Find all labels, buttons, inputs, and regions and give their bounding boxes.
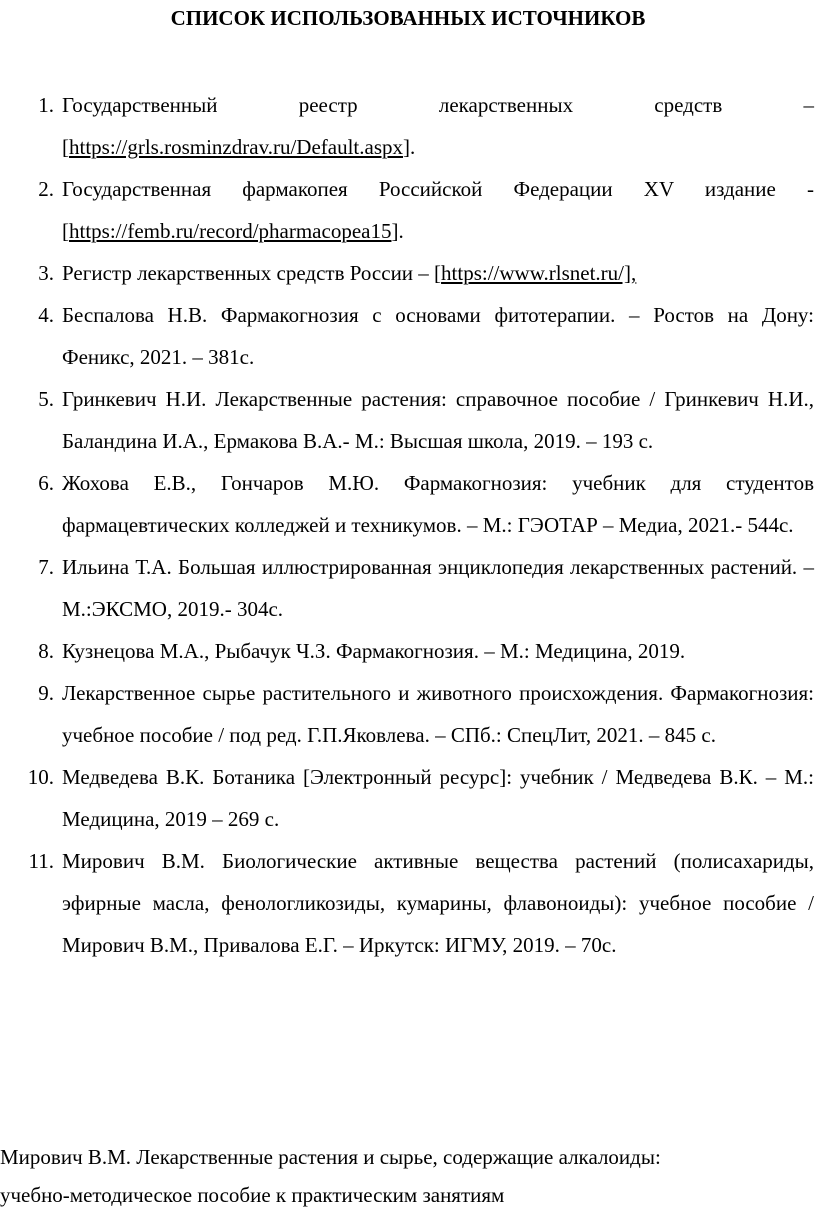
reference-item	[0, 546, 816, 630]
reference-item	[0, 294, 816, 378]
reference-number: 8.	[38, 639, 54, 663]
reference-item	[0, 168, 816, 252]
reference-link[interactable]: https://grls.rosminzdrav.ru/Default.aspx	[69, 135, 403, 159]
reference-number: 2.	[38, 177, 54, 201]
reference-text: Мирович В.М. Биологические активные вещества растений (полисахариды, эфирные масла, фенологликозиды, кумарины, флавоноиды): учебное пособие / Мирович В.М., Привалова Е.Г. – Иркутск: ИГМУ, 2019. – 70с.	[62, 849, 814, 957]
page-title: СПИСОК ИСПОЛЬЗОВАННЫХ ИСТОЧНИКОВ	[170, 6, 646, 30]
reference-list	[0, 84, 816, 966]
reference-item	[0, 672, 816, 756]
trailing-line: Мирович В.М. Лекарственные растения и сырье, содержащие алкалоиды:	[0, 1145, 661, 1169]
reference-number: 3.	[38, 261, 54, 285]
reference-text: Лекарственное сырье растительного и животного происхождения. Фармакогнозия: учебное пособие / под ред. Г.П.Яковлева. – СПб.: СпецЛит, 2021. – 845 с.	[62, 681, 814, 747]
reference-text: Медведева В.К. Ботаника [Электронный ресурс]: учебник / Медведева В.К. – М.: Медицина, 2019 – 269 с.	[62, 765, 814, 831]
reference-number: 1.	[38, 93, 54, 117]
reference-item	[0, 84, 816, 168]
reference-link[interactable]: https://femb.ru/record/pharmacopea15	[69, 219, 392, 243]
reference-text: Кузнецова М.А., Рыбачук Ч.З. Фармакогнозия. – М.: Медицина, 2019.	[62, 639, 686, 663]
reference-text: Государственная фармакопея Российской Федерации XV издание - [https://femb.ru/record/pharmacopea15].	[62, 177, 814, 243]
reference-text: Регистр лекарственных средств России – [https://www.rlsnet.ru/],	[62, 261, 637, 285]
reference-item	[0, 840, 816, 966]
reference-text: Государственный реестр лекарственных средств – [https://grls.rosminzdrav.ru/Default.aspx].	[62, 93, 814, 159]
reference-number: 7.	[38, 555, 54, 579]
reference-number: 4.	[38, 303, 54, 327]
reference-text: Ильина Т.А. Большая иллюстрированная энциклопедия лекарственных растений. – М.:ЭКСМО, 2019.- 304с.	[62, 555, 814, 621]
reference-link[interactable]: https://www.rlsnet.ru/],	[441, 261, 637, 285]
reference-item	[0, 462, 816, 546]
trailing-line: учебно-методическое пособие к практическим занятиям	[0, 1183, 505, 1207]
reference-number: 6.	[38, 471, 54, 495]
reference-number: 9.	[38, 681, 54, 705]
reference-item	[0, 630, 816, 672]
reference-text: Гринкевич Н.И. Лекарственные растения: справочное пособие / Гринкевич Н.И., Баландина И.А., Ермакова В.А.- М.: Высшая школа, 2019. – 193 с.	[62, 387, 814, 453]
reference-number: 5.	[38, 387, 54, 411]
trailing-paragraph	[0, 1138, 816, 1214]
reference-number: 11.	[28, 849, 54, 873]
reference-number: 10.	[27, 765, 54, 789]
reference-item	[0, 252, 816, 294]
reference-text: Жохова Е.В., Гончаров М.Ю. Фармакогнозия: учебник для студентов фармацевтических колледжей и техникумов. – М.: ГЭОТАР – Медиа, 2021.- 544с.	[62, 471, 814, 537]
reference-item	[0, 378, 816, 462]
reference-item	[0, 756, 816, 840]
reference-text: Беспалова Н.В. Фармакогнозия с основами фитотерапии. – Ростов на Дону: Феникс, 2021. – 381с.	[62, 303, 814, 369]
